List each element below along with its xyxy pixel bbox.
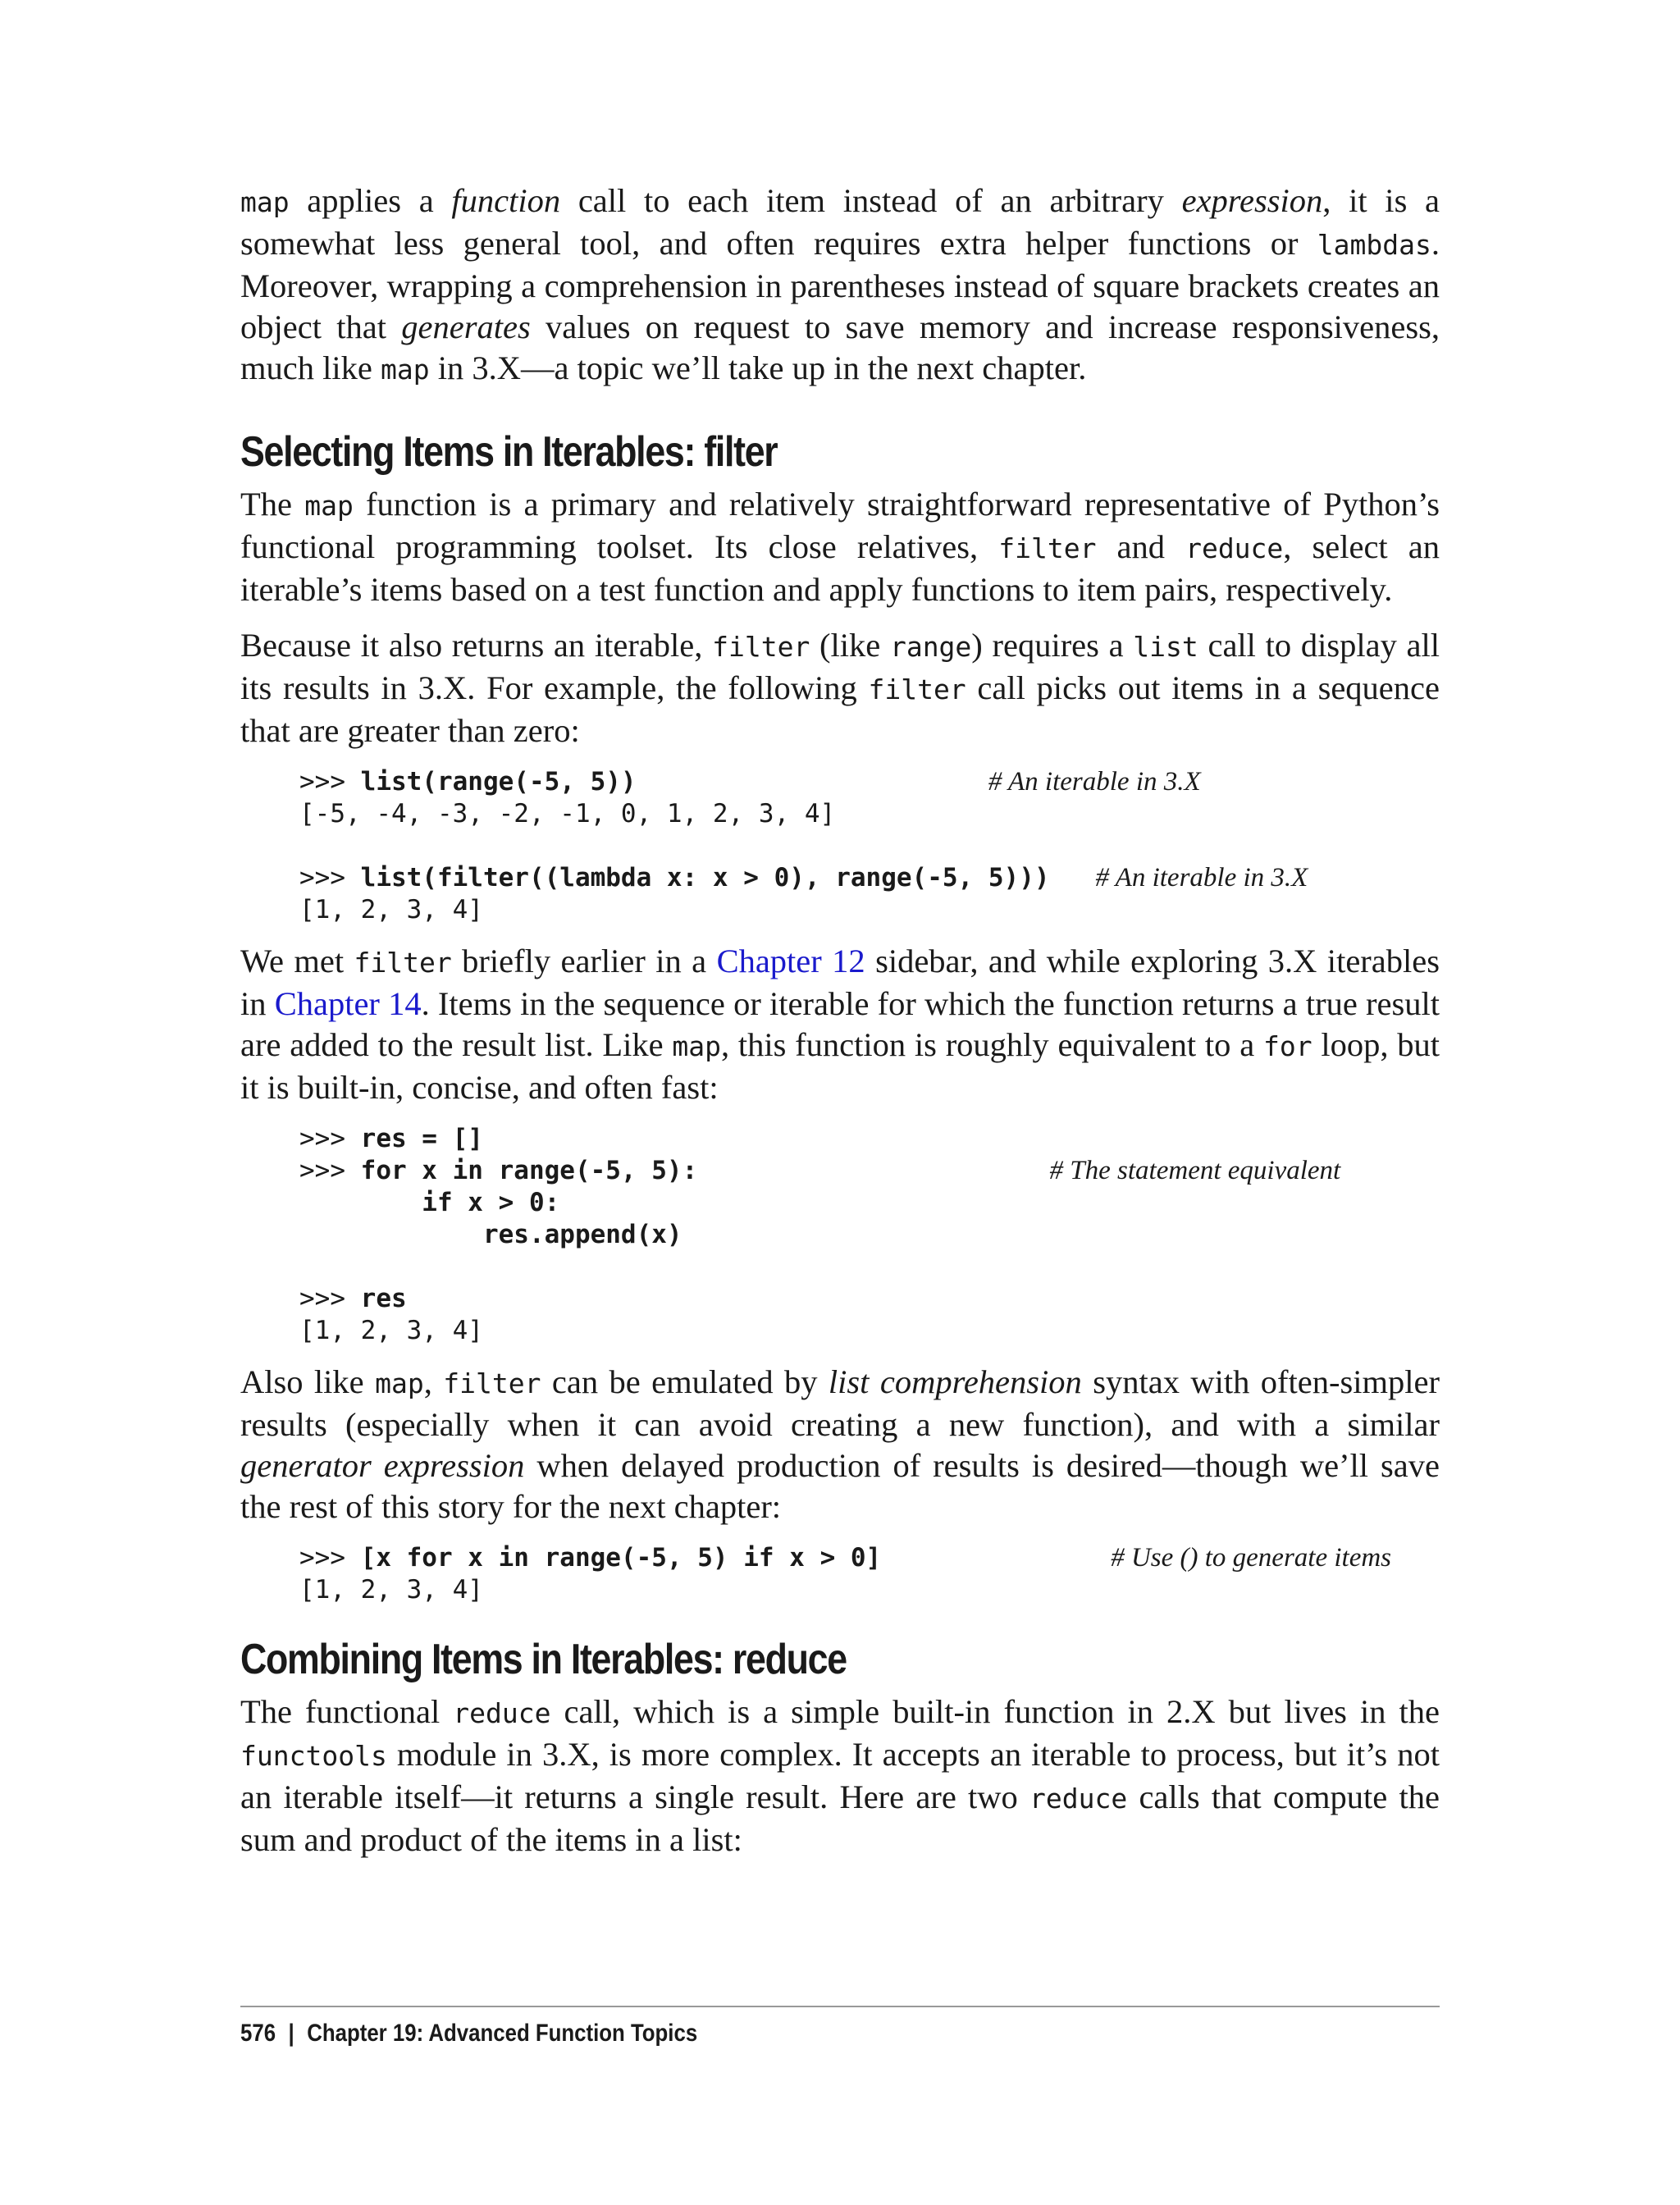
text: [1, 2, 3, 4] (299, 1575, 483, 1605)
text: loop, but it is built-in, concise, and often fast: (240, 1026, 1440, 1106)
chapter-14-link[interactable]: Chapter 14 (274, 985, 422, 1022)
inline-code: lambdas (1317, 229, 1431, 261)
code-block-comprehension (299, 1542, 1440, 1606)
text: res.append(x) (299, 1220, 682, 1249)
text: , it is a somewhat less general tool, and often requires extra helper functions or (240, 182, 1440, 262)
inline-code: for (1262, 1030, 1312, 1062)
inline-code: map (375, 1367, 424, 1399)
text: >>> (299, 767, 361, 797)
paragraph-reduce-intro (240, 1691, 1440, 1860)
page-number: 576 (240, 2020, 276, 2047)
text: res = [] (360, 1124, 483, 1153)
text: (like (810, 627, 890, 664)
text: and (1096, 528, 1186, 565)
text: briefly earlier in a (451, 943, 717, 979)
section-heading-reduce: Combining Items in Iterables: reduce (240, 1636, 847, 1683)
footer-separator: | (288, 2020, 294, 2047)
text: Because it also returns an iterable, (240, 627, 713, 664)
inline-code: filter (443, 1367, 541, 1399)
text: sidebar, and while exploring 3.X iterables in (240, 943, 1440, 1022)
page-content (240, 180, 1440, 1875)
text: can be emulated by (541, 1363, 829, 1400)
text (1050, 863, 1096, 892)
chapter-12-link[interactable]: Chapter 12 (716, 943, 865, 979)
text: . Moreover, wrapping a comprehension in parentheses instead of square brackets creates an object that (240, 225, 1440, 345)
code-comment: # An iterable in 3.X (1095, 863, 1308, 892)
paragraph-comprehension (240, 1362, 1440, 1527)
text: . Items in the sequence or iterable for which the function returns a true result are added to the result list. Like (240, 985, 1440, 1063)
inline-code: filter (868, 673, 966, 705)
text: list(filter((lambda x: x > 0), range(-5, 5))) (360, 863, 1050, 892)
emphasis: generator expression (240, 1447, 525, 1484)
text: list(range(-5, 5)) (360, 767, 637, 797)
inline-code: list (1133, 631, 1198, 663)
footer-rule (240, 2006, 1440, 2007)
inline-code: map (672, 1030, 721, 1062)
text: ) requires a (971, 627, 1134, 664)
code-comment: # The statement equivalent (1049, 1156, 1341, 1185)
emphasis: list comprehension (828, 1363, 1082, 1400)
page-footer (240, 2020, 697, 2048)
code-block-filter (299, 766, 1440, 926)
text: [x for x in range(-5, 5) if x > 0] (360, 1543, 882, 1573)
code-block-loop (299, 1123, 1440, 1347)
text: values on request to save memory and increase responsiveness, much like (240, 308, 1440, 386)
text: [-5, -4, -3, -2, -1, 0, 1, 2, 3, 4] (299, 799, 836, 829)
paragraph-map-comparison (240, 180, 1440, 390)
text: call picks out items in a sequence that are greater than zero: (240, 669, 1440, 749)
text: if x > 0: (299, 1188, 560, 1217)
inline-code: map (380, 354, 430, 386)
text: when delayed production of results is desired—though we’ll save the rest of this story for the next chapter: (240, 1447, 1440, 1525)
text: res (360, 1284, 407, 1313)
text: call to each item instead of an arbitrary (560, 182, 1182, 219)
text: calls that compute the sum and product of the items in a list: (240, 1778, 1440, 1858)
text: Also like (240, 1363, 376, 1400)
paragraph-filter-intro (240, 484, 1440, 610)
inline-code: range (889, 631, 972, 663)
text: , this function is roughly equivalent to a (720, 1026, 1263, 1063)
text: call to display all its results in 3.X. For example, the following (240, 627, 1440, 706)
inline-code: reduce (1185, 532, 1284, 564)
text: >>> (299, 1543, 361, 1573)
inline-code: map (304, 490, 354, 522)
inline-code: functools (240, 1740, 387, 1772)
code-comment: # Use () to generate items (1111, 1543, 1392, 1573)
chapter-title: Chapter 19: Advanced Function Topics (307, 2020, 698, 2047)
text: The (240, 486, 305, 523)
text: , select an iterable’s items based on a test function and apply functions to item pairs, respectively. (240, 528, 1440, 608)
inline-code: filter (998, 532, 1097, 564)
text: >>> (299, 1284, 361, 1313)
inline-code: filter (712, 631, 810, 663)
text: applies a (289, 182, 452, 219)
text: [1, 2, 3, 4] (299, 895, 483, 924)
text: [1, 2, 3, 4] (299, 1316, 483, 1345)
paragraph-filter-example (240, 625, 1440, 751)
inline-code: reduce (1029, 1783, 1128, 1815)
text: syntax with often-simpler results (especially when it can avoid creating a new function), and with a similar (240, 1363, 1440, 1443)
inline-code: filter (354, 947, 452, 979)
text: >>> (299, 863, 361, 892)
paragraph-filter-background (240, 941, 1440, 1108)
emphasis: expression (1181, 182, 1323, 219)
inline-code: reduce (453, 1697, 551, 1729)
text: >>> (299, 1156, 361, 1185)
text: for x in range(-5, 5): (360, 1156, 698, 1185)
text (637, 767, 988, 797)
emphasis: function (451, 182, 561, 219)
text: The functional (240, 1693, 454, 1730)
code-comment: # An iterable in 3.X (988, 767, 1201, 797)
text: We met (240, 943, 354, 979)
text: function is a primary and relatively straightforward representative of Python’s functional programming toolset. Its close relatives, (240, 486, 1440, 565)
text: >>> (299, 1124, 361, 1153)
text: , (423, 1363, 444, 1400)
text (881, 1543, 1111, 1573)
emphasis: generates (401, 308, 531, 345)
section-heading-filter: Selecting Items in Iterables: filter (240, 428, 778, 476)
text: module in 3.X, is more complex. It accepts an iterable to process, but it’s not an iterable itself—it returns a single result. Here are two (240, 1736, 1440, 1815)
text: call, which is a simple built-in function in 2.X but lives in the (550, 1693, 1440, 1730)
text (697, 1156, 1049, 1185)
inline-code: map (240, 186, 290, 218)
text: in 3.X—a topic we’ll take up in the next chapter. (429, 349, 1087, 386)
